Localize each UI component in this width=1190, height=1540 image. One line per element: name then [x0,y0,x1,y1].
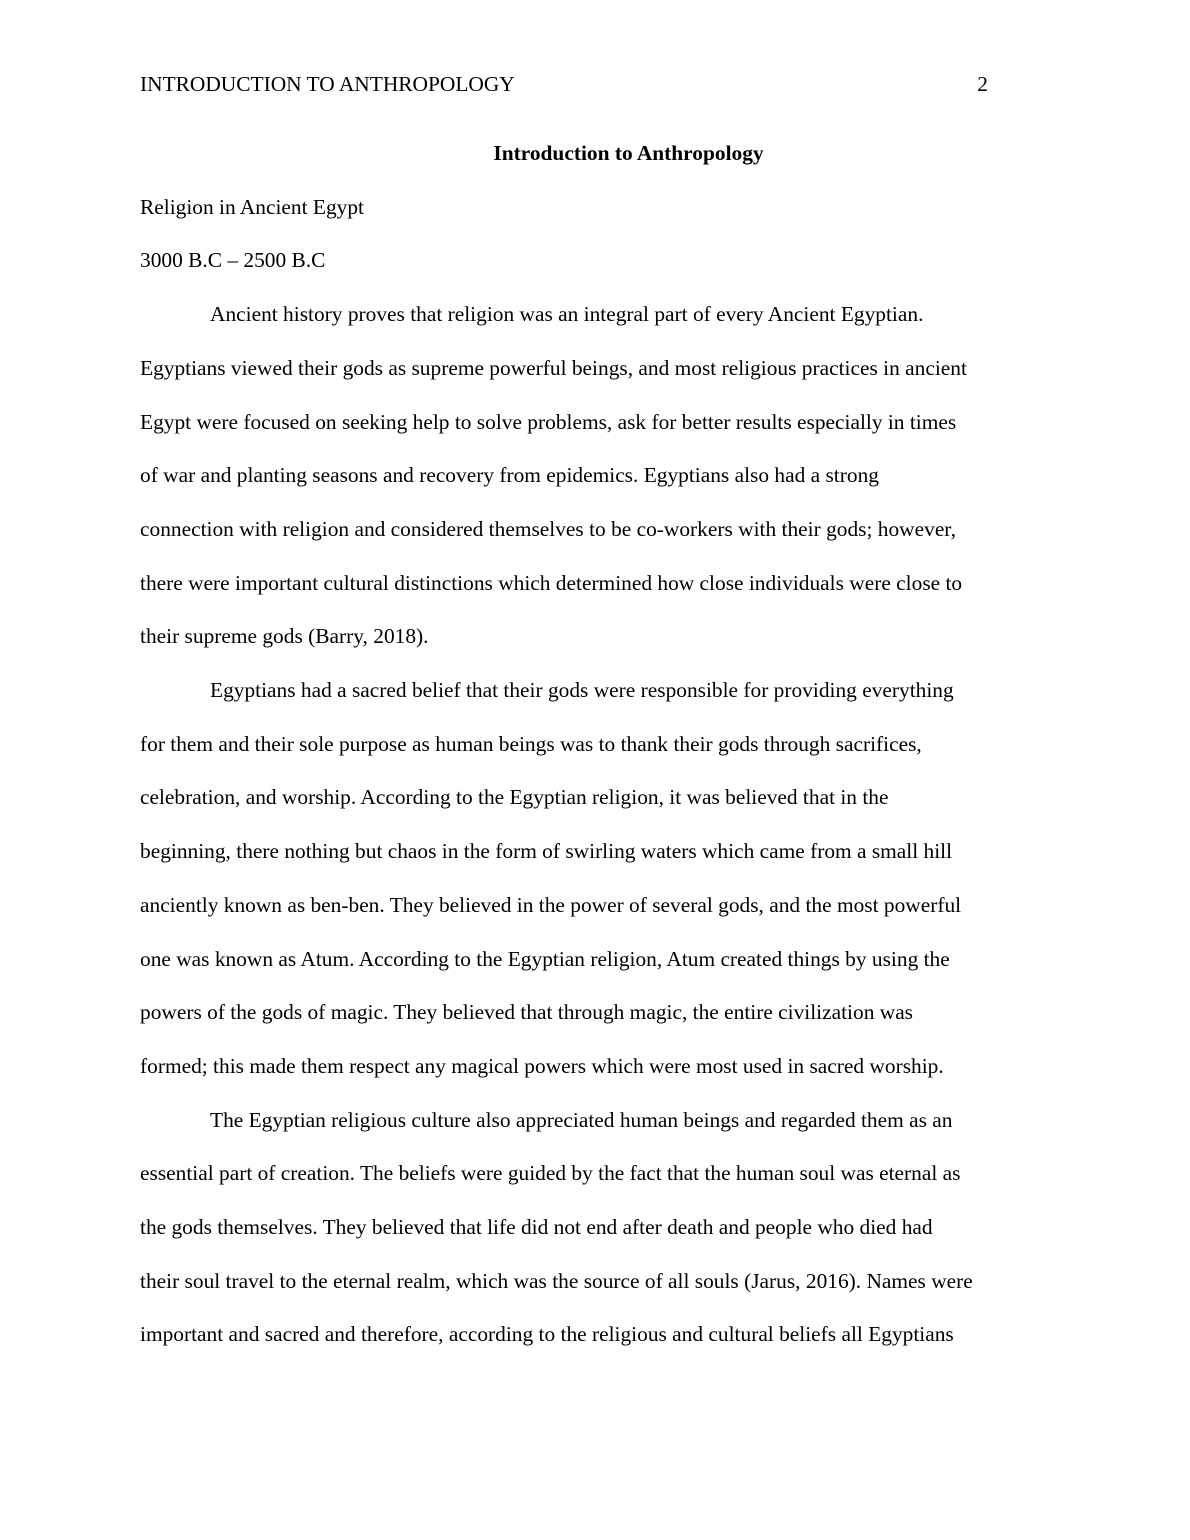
paragraph-line: their soul travel to the eternal realm, which was the source of all souls (Jarus, 2016). Names were [140,1268,973,1293]
running-head [140,70,988,100]
running-head-title: INTRODUCTION TO ANTHROPOLOGY [140,72,515,96]
paragraph-line: one was known as Atum. According to the Egyptian religion, Atum created things by using the [140,946,950,971]
paragraph-line: formed; this made them respect any magical powers which were most used in sacred worship. [140,1053,944,1078]
paragraph-line: The Egyptian religious culture also appreciated human beings and regarded them as an [210,1107,953,1132]
paragraph-line: their supreme gods (Barry, 2018). [140,624,429,649]
paragraph-line: there were important cultural distinctions which determined how close individuals were close to [140,570,963,595]
document-title: Introduction to Anthropology [493,141,764,165]
paragraph-line: the gods themselves. They believed that life did not end after death and people who died had [140,1215,933,1240]
section-title: Religion in Ancient Egypt [140,194,364,219]
paragraph-line: anciently known as ben-ben. They believed in the power of several gods, and the most powerful [140,892,962,917]
paragraph-line: Egypt were focused on seeking help to solve problems, ask for better results especially in times [140,409,957,434]
paragraph-line: important and sacred and therefore, according to the religious and cultural beliefs all Egyptians [140,1322,954,1347]
paragraph-line: powers of the gods of magic. They believed that through magic, the entire civilization was [140,1000,914,1025]
date-range: 3000 B.C – 2500 B.C [140,248,326,273]
paragraph-line: connection with religion and considered themselves to be co-workers with their gods; however, [140,516,956,541]
paragraph-1 [140,288,1050,664]
paragraph-line: of war and planting seasons and recovery from epidemics. Egyptians also had a strong [140,463,879,488]
paragraph-line: for them and their sole purpose as human beings was to thank their gods through sacrifices, [140,731,922,756]
paragraph-3 [140,1094,1050,1363]
document-body [140,127,1050,1362]
paragraph-line: essential part of creation. The beliefs were guided by the fact that the human soul was eternal as [140,1161,961,1186]
page-number: 2 [977,72,988,96]
paragraph-line: celebration, and worship. According to the Egyptian religion, it was believed that in the [140,785,889,810]
paragraph-2 [140,664,1050,1094]
paragraph-line: Ancient history proves that religion was an integral part of every Ancient Egyptian. [210,302,924,327]
paragraph-line: Egyptians viewed their gods as supreme powerful beings, and most religious practices in ancient [140,355,967,380]
paragraph-line: beginning, there nothing but chaos in the form of swirling waters which came from a small hill [140,839,953,864]
paragraph-line: Egyptians had a sacred belief that their gods were responsible for providing everything [210,678,954,703]
